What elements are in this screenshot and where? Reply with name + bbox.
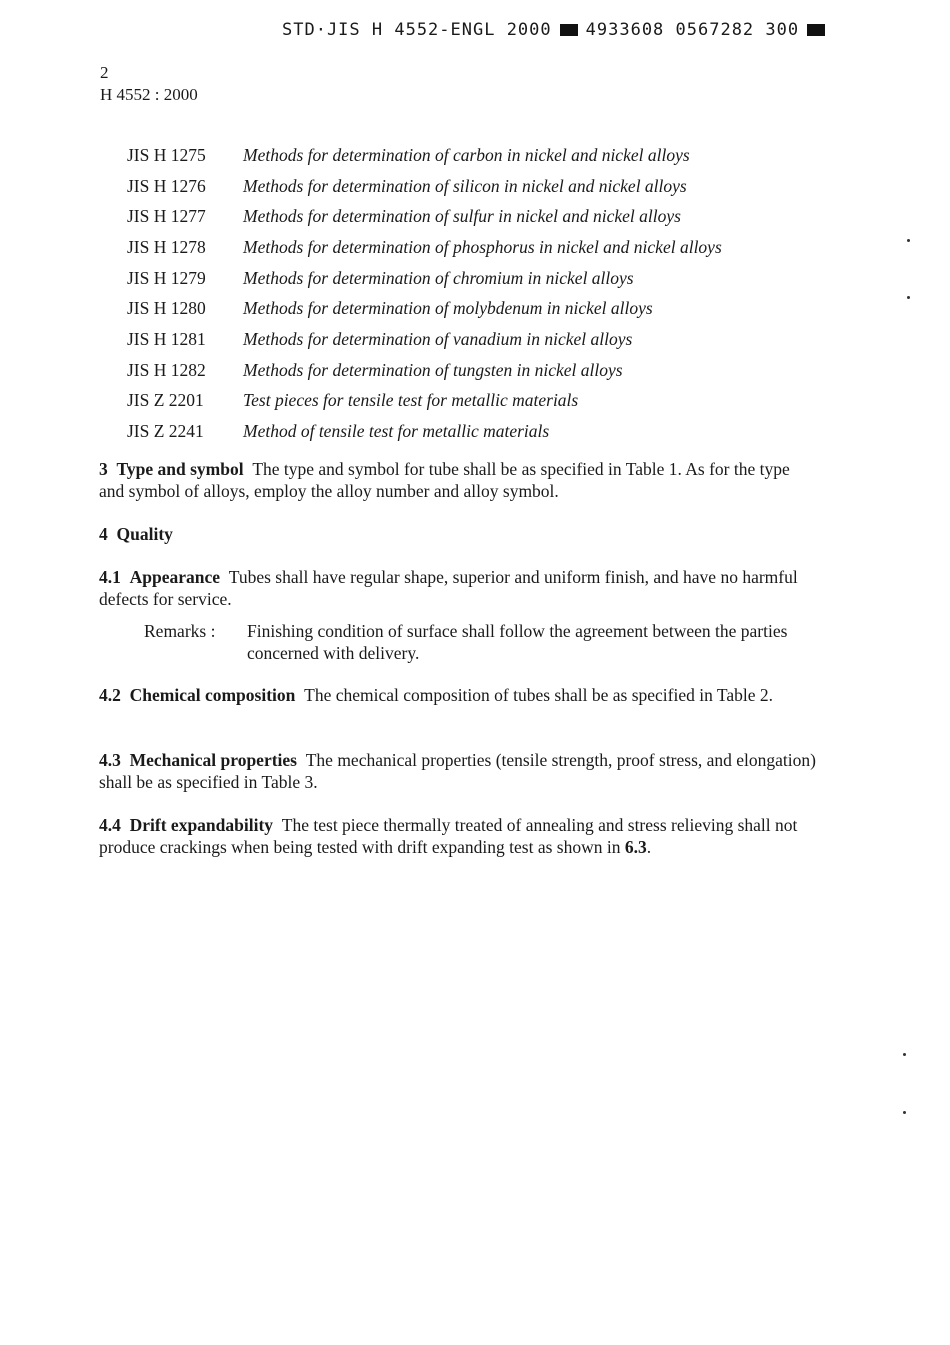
- section-4: [99, 524, 819, 546]
- standard-number: H 4552 : 2000: [100, 85, 198, 104]
- reference-title: Test pieces for tensile test for metallic materials: [243, 390, 579, 411]
- reference-title: Methods for determination of molybdenum in nickel alloys: [243, 298, 653, 319]
- reference-code: JIS Z 2201: [127, 390, 204, 411]
- remarks-text: Finishing condition of surface shall follow the agreement between the parties concerned with delivery.: [247, 621, 788, 663]
- section-number: 4: [99, 524, 108, 544]
- reference-item: [127, 293, 722, 324]
- header-block-mark: [560, 24, 578, 36]
- reference-code: JIS H 1278: [127, 236, 206, 257]
- section-number: 4.4: [99, 815, 121, 835]
- section-number: 4.2: [99, 685, 121, 705]
- reference-code: JIS H 1279: [127, 267, 206, 288]
- section-reference: 6.3: [624, 836, 647, 857]
- section-number: 4.3: [99, 750, 121, 770]
- reference-code: JIS H 1277: [127, 206, 206, 227]
- reference-code: JIS H 1276: [127, 175, 206, 196]
- section-text: The type and symbol for tube shall be as specified in Table 1. As for the type and symbol of alloys, employ the alloy number and alloy symbol.: [99, 459, 790, 501]
- section-text: The test piece thermally treated of annealing and stress relieving shall not produce crackings when being tested with drift expanding test as shown in: [99, 815, 798, 857]
- reference-title: Method of tensile test for metallic materials: [243, 421, 550, 442]
- section-text: The chemical composition of tubes shall be as specified in Table 2.: [304, 685, 774, 705]
- section-4-4: [99, 815, 819, 858]
- reference-title: Methods for determination of sulfur in nickel and nickel alloys: [243, 206, 681, 227]
- section-title: Drift expandability: [129, 815, 274, 835]
- reference-item: [127, 171, 722, 202]
- section-text: Tubes shall have regular shape, superior and uniform finish, and have no harmful defects for service.: [99, 567, 798, 609]
- scan-speck: [903, 1053, 906, 1056]
- section-text: The mechanical properties (tensile strength, proof stress, and elongation) shall be as specified in Table 3.: [99, 750, 816, 792]
- reference-title: Methods for determination of phosphorus in nickel and nickel alloys: [243, 236, 722, 257]
- section-4-2: [99, 685, 819, 707]
- scan-speck: [907, 296, 910, 299]
- scan-speck: [907, 239, 910, 242]
- reference-code: JIS H 1280: [127, 298, 206, 319]
- reference-list: [127, 140, 722, 447]
- reference-item: [127, 355, 722, 386]
- reference-title: Methods for determination of chromium in nickel alloys: [243, 267, 634, 288]
- section-title: Appearance: [129, 567, 221, 587]
- section-number: 4.1: [99, 567, 121, 587]
- section-title: Mechanical properties: [129, 750, 297, 770]
- section-title: Chemical composition: [129, 685, 296, 705]
- reference-item: [127, 416, 722, 447]
- reference-code: JIS H 1275: [127, 144, 206, 165]
- section-title: Quality: [116, 524, 173, 544]
- reference-title: Methods for determination of vanadium in nickel alloys: [243, 328, 633, 349]
- reference-title: Methods for determination of silicon in nickel and nickel alloys: [243, 175, 687, 196]
- section-number: 3: [99, 459, 108, 479]
- header-block-mark-end: [807, 24, 825, 36]
- section-title: Type and symbol: [116, 459, 244, 479]
- header-doc-code: STD·JIS H 4552-ENGL 2000: [282, 20, 552, 40]
- reference-code: JIS H 1281: [127, 328, 206, 349]
- reference-item: [127, 140, 722, 171]
- reference-code: JIS H 1282: [127, 359, 206, 380]
- section-3: [99, 459, 819, 502]
- reference-code: JIS Z 2241: [127, 421, 204, 442]
- reference-item: [127, 201, 722, 232]
- running-header: [282, 20, 862, 40]
- reference-item: [127, 263, 722, 294]
- reference-title: Methods for determination of tungsten in nickel alloys: [243, 359, 623, 380]
- reference-title: Methods for determination of carbon in nickel and nickel alloys: [243, 144, 690, 165]
- remarks-label: Remarks :: [144, 621, 216, 641]
- header-codes: 4933608 0567282 300: [585, 20, 800, 40]
- reference-item: [127, 386, 722, 417]
- section-4-1: [99, 567, 819, 610]
- reference-item: [127, 324, 722, 355]
- section-4-3: [99, 750, 819, 793]
- reference-item: [127, 232, 722, 263]
- page-number: 2: [100, 63, 109, 82]
- sentence-end: .: [646, 836, 652, 857]
- remarks-note: [144, 620, 824, 664]
- scan-speck: [903, 1111, 906, 1114]
